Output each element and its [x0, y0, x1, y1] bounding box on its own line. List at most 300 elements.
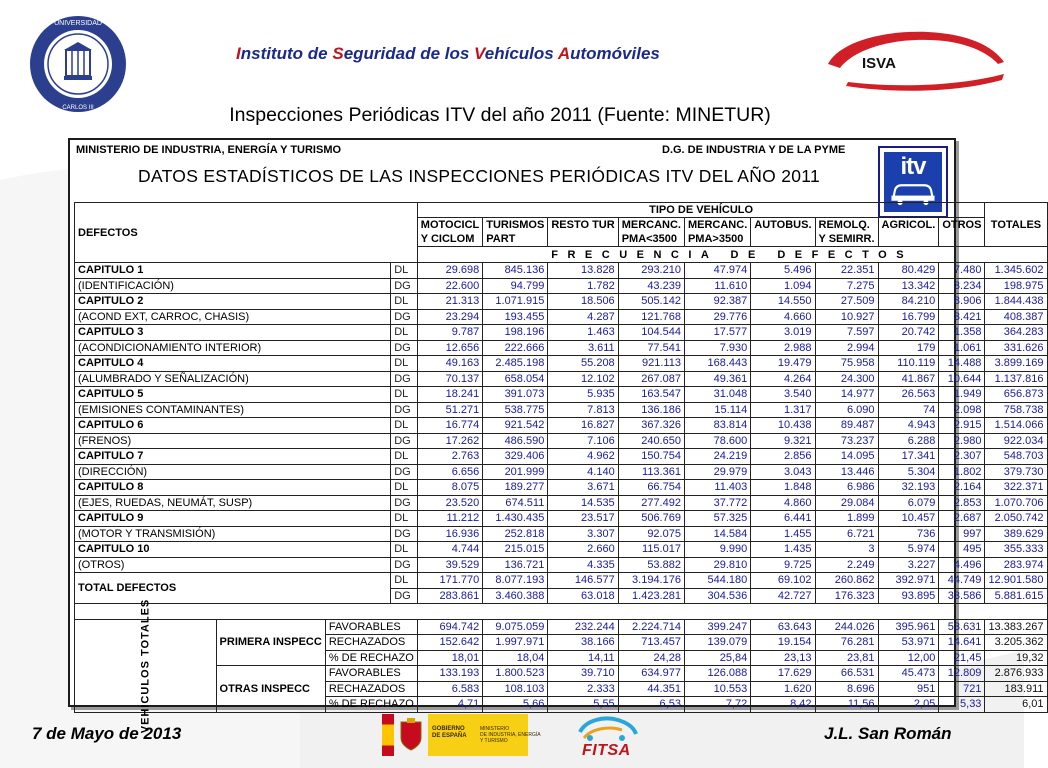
- value-cell: 506.769: [618, 511, 684, 527]
- value-cell: 277.492: [618, 495, 684, 511]
- total-value-cell: 8.077.193: [483, 573, 548, 589]
- value-cell: 1.802: [939, 464, 985, 480]
- table-row: [75, 433, 1048, 449]
- inspection-value-cell: 53.631: [939, 619, 985, 635]
- defectos-heading: DEFECTOS: [75, 203, 418, 263]
- value-cell: 31.048: [684, 387, 750, 403]
- value-cell: 379.730: [985, 464, 1047, 480]
- row-code: DL: [391, 418, 418, 434]
- value-cell: 4.140: [548, 464, 618, 480]
- inspection-row-label: % DE RECHAZO: [325, 650, 417, 666]
- value-cell: 1.061: [939, 340, 985, 356]
- row-code: DG: [391, 278, 418, 294]
- inspection-value-cell: 3.205.362: [985, 635, 1047, 651]
- chapter-title: CAPITULO 2: [75, 294, 391, 310]
- value-cell: 758.738: [985, 402, 1047, 418]
- value-cell: 322.371: [985, 480, 1047, 496]
- column-header-line1: AGRICOL.: [881, 219, 936, 231]
- inspection-value-cell: 53.971: [878, 635, 939, 651]
- value-cell: 4.744: [417, 542, 482, 558]
- value-cell: 538.775: [483, 402, 548, 418]
- value-cell: 92.075: [618, 526, 684, 542]
- inspection-value-cell: 634.977: [618, 666, 684, 682]
- value-cell: 8.075: [417, 480, 482, 496]
- value-cell: 94.799: [483, 278, 548, 294]
- value-cell: 7.597: [815, 325, 878, 341]
- inspection-value-cell: 6.583: [417, 681, 482, 697]
- value-cell: 364.283: [985, 325, 1047, 341]
- value-cell: 13.828: [548, 263, 618, 279]
- value-cell: 3.019: [751, 325, 815, 341]
- inspection-value-cell: 152.642: [417, 635, 482, 651]
- total-value-cell: 44.749: [939, 573, 985, 589]
- value-cell: 14.584: [684, 526, 750, 542]
- value-cell: 16.799: [878, 309, 939, 325]
- inspection-value-cell: 7,72: [684, 697, 750, 713]
- value-cell: 2.988: [751, 340, 815, 356]
- table-row: [75, 402, 1048, 418]
- value-cell: 73.237: [815, 433, 878, 449]
- chapter-subtitle: (DIRECCIÓN): [75, 464, 391, 480]
- value-cell: 150.754: [618, 449, 684, 465]
- value-cell: 7.275: [815, 278, 878, 294]
- value-cell: 47.974: [684, 263, 750, 279]
- inspection-value-cell: 10.553: [684, 681, 750, 697]
- value-cell: 49.163: [417, 356, 482, 372]
- chapter-title: CAPITULO 8: [75, 480, 391, 496]
- total-value-cell: 176.323: [815, 588, 878, 604]
- inspection-value-cell: 13.383.267: [985, 619, 1047, 635]
- chapter-subtitle: (FRENOS): [75, 433, 391, 449]
- inspection-value-cell: 126.088: [684, 666, 750, 682]
- value-cell: 2.050.742: [985, 511, 1047, 527]
- value-cell: 77.541: [618, 340, 684, 356]
- column-header-line1: AUTOBUS.: [754, 219, 812, 231]
- isva-logo-text: ISVA: [862, 55, 896, 72]
- column-header-line1: MOTOCICL: [420, 219, 480, 231]
- row-code: DL: [391, 263, 418, 279]
- value-cell: 11.212: [417, 511, 482, 527]
- value-cell: 7.480: [939, 263, 985, 279]
- value-cell: 1.949: [939, 387, 985, 403]
- total-value-cell: 63.018: [548, 588, 618, 604]
- value-cell: 329.406: [483, 449, 548, 465]
- value-cell: 9.787: [417, 325, 482, 341]
- value-cell: 2.307: [939, 449, 985, 465]
- inspection-value-cell: 25,84: [684, 650, 750, 666]
- value-cell: 7.930: [684, 340, 750, 356]
- inspection-value-cell: 1.800.523: [483, 666, 548, 682]
- government-logo: [382, 714, 541, 756]
- row-code: DG: [391, 402, 418, 418]
- total-defects-label: TOTAL DEFECTOS: [75, 573, 391, 604]
- value-cell: 104.544: [618, 325, 684, 341]
- column-header: [684, 218, 750, 247]
- chapter-title: CAPITULO 3: [75, 325, 391, 341]
- sheet-title: DATOS ESTADÍSTICOS DE LAS INSPECCIONES PERIÓDICAS ITV DEL AÑO 2011: [138, 166, 821, 186]
- total-value-cell: 544.180: [684, 573, 750, 589]
- value-cell: 29.698: [417, 263, 482, 279]
- total-value-cell: 171.770: [417, 573, 482, 589]
- column-header: [815, 218, 878, 247]
- value-cell: 29.084: [815, 495, 878, 511]
- column-header: [483, 218, 548, 247]
- value-cell: 83.814: [684, 418, 750, 434]
- value-cell: 4.943: [878, 418, 939, 434]
- inspection-value-cell: 2.333: [548, 681, 618, 697]
- value-cell: 136.721: [483, 557, 548, 573]
- value-cell: 49.361: [684, 371, 750, 387]
- value-cell: 22.600: [417, 278, 482, 294]
- inspection-value-cell: 232.244: [548, 619, 618, 635]
- inspection-row-label: RECHAZADOS: [325, 635, 417, 651]
- value-cell: 29.810: [684, 557, 750, 573]
- inspection-value-cell: 713.457: [618, 635, 684, 651]
- value-cell: 2.853: [939, 495, 985, 511]
- column-header-line1: OTROS: [942, 219, 982, 231]
- inspection-value-cell: 4,71: [417, 697, 482, 713]
- chapter-title: CAPITULO 10: [75, 542, 391, 558]
- chapter-title: CAPITULO 5: [75, 387, 391, 403]
- value-cell: 193.455: [483, 309, 548, 325]
- value-cell: 495: [939, 542, 985, 558]
- isva-logo: [818, 22, 1008, 92]
- inspection-value-cell: 721: [939, 681, 985, 697]
- row-code: DL: [391, 325, 418, 341]
- inspection-row-label: RECHAZADOS: [325, 681, 417, 697]
- table-row: [75, 464, 1048, 480]
- value-cell: 23.520: [417, 495, 482, 511]
- value-cell: 78.600: [684, 433, 750, 449]
- value-cell: 1.094: [751, 278, 815, 294]
- value-cell: 201.999: [483, 464, 548, 480]
- value-cell: 240.650: [618, 433, 684, 449]
- value-cell: 121.768: [618, 309, 684, 325]
- value-cell: 41.867: [878, 371, 939, 387]
- column-header-line2: Y CICLOM: [420, 233, 475, 245]
- spacer-cell: [75, 604, 1048, 620]
- value-cell: 4.264: [751, 371, 815, 387]
- value-cell: 7.813: [548, 402, 618, 418]
- value-cell: 6.656: [417, 464, 482, 480]
- value-cell: 3.540: [751, 387, 815, 403]
- frequency-heading: FRECUENCIA DE DEFECTOS: [417, 247, 1047, 263]
- otras-inspection-label: OTRAS INSPECC: [216, 666, 325, 713]
- inspection-value-cell: 8,42: [751, 697, 815, 713]
- inspection-value-cell: 5,66: [483, 697, 548, 713]
- value-cell: 24.219: [684, 449, 750, 465]
- value-cell: 548.703: [985, 449, 1047, 465]
- chapter-title: CAPITULO 9: [75, 511, 391, 527]
- inspection-value-cell: 2,05: [878, 697, 939, 713]
- value-cell: 6.090: [815, 402, 878, 418]
- chapter-subtitle: (MOTOR Y TRANSMISIÓN): [75, 526, 391, 542]
- value-cell: 89.487: [815, 418, 878, 434]
- total-value-cell: 33.586: [939, 588, 985, 604]
- value-cell: 70.137: [417, 371, 482, 387]
- table-row: [75, 371, 1048, 387]
- value-cell: 4.860: [751, 495, 815, 511]
- value-cell: 12.102: [548, 371, 618, 387]
- university-seal-logo: [28, 14, 128, 114]
- table-row: [75, 511, 1048, 527]
- inspection-value-cell: 139.079: [684, 635, 750, 651]
- value-cell: 75.958: [815, 356, 878, 372]
- value-cell: 84.210: [878, 294, 939, 310]
- value-cell: 1.317: [751, 402, 815, 418]
- total-value-cell: 304.536: [684, 588, 750, 604]
- value-cell: 389.629: [985, 526, 1047, 542]
- inspection-row-label: FAVORABLES: [325, 666, 417, 682]
- row-code: DG: [391, 309, 418, 325]
- value-cell: 5.496: [751, 263, 815, 279]
- value-cell: 3: [815, 542, 878, 558]
- total-value-cell: 392.971: [878, 573, 939, 589]
- value-cell: 57.325: [684, 511, 750, 527]
- total-value-cell: 146.577: [548, 573, 618, 589]
- gov-logo-text: GOBIERNO DE ESPAÑA: [432, 726, 467, 739]
- value-cell: 113.361: [618, 464, 684, 480]
- chapter-subtitle: (ACONDICIONAMIENTO INTERIOR): [75, 340, 391, 356]
- inspection-value-cell: 951: [878, 681, 939, 697]
- row-code: DL: [391, 480, 418, 496]
- row-code: DG: [391, 371, 418, 387]
- value-cell: 8.906: [939, 294, 985, 310]
- value-cell: 11.403: [684, 480, 750, 496]
- row-code: DG: [391, 464, 418, 480]
- row-code: DL: [391, 387, 418, 403]
- vehiculos-totales-text: VEHICULOS TOTALES: [139, 598, 152, 733]
- value-cell: 189.277: [483, 480, 548, 496]
- total-value-cell: 42.727: [751, 588, 815, 604]
- inspection-value-cell: 17.629: [751, 666, 815, 682]
- value-cell: 736: [878, 526, 939, 542]
- inspection-row-label: FAVORABLES: [325, 619, 417, 635]
- value-cell: 12.656: [417, 340, 482, 356]
- value-cell: 252.818: [483, 526, 548, 542]
- row-code: DG: [391, 495, 418, 511]
- inspection-value-cell: 45.473: [878, 666, 939, 682]
- value-cell: 331.626: [985, 340, 1047, 356]
- inspection-value-cell: 23,13: [751, 650, 815, 666]
- chapter-title: CAPITULO 7: [75, 449, 391, 465]
- value-cell: 2.098: [939, 402, 985, 418]
- column-header-line1: MERCANC.: [687, 219, 748, 231]
- value-cell: 74: [878, 402, 939, 418]
- value-cell: 2.994: [815, 340, 878, 356]
- value-cell: 18.241: [417, 387, 482, 403]
- value-cell: 11.610: [684, 278, 750, 294]
- column-header: [939, 218, 985, 247]
- total-value-cell: 1.423.281: [618, 588, 684, 604]
- column-header-line2: PMA>3500: [687, 233, 744, 245]
- inspection-value-cell: 18,01: [417, 650, 482, 666]
- value-cell: 367.326: [618, 418, 684, 434]
- inspection-value-cell: 38.166: [548, 635, 618, 651]
- inspection-value-cell: 11,56: [815, 697, 878, 713]
- inspection-value-cell: 12.809: [939, 666, 985, 682]
- value-cell: 23.517: [548, 511, 618, 527]
- value-cell: 658.054: [483, 371, 548, 387]
- chapter-subtitle: (ACOND EXT, CARROC, CHASIS): [75, 309, 391, 325]
- value-cell: 391.073: [483, 387, 548, 403]
- value-cell: 1.358: [939, 325, 985, 341]
- value-cell: 3.899.169: [985, 356, 1047, 372]
- svg-text:UNIVERSIDAD: UNIVERSIDAD: [54, 20, 102, 27]
- value-cell: 1.071.915: [483, 294, 548, 310]
- table-row: [75, 387, 1048, 403]
- fitsa-logo-text: FITSA: [582, 742, 631, 759]
- value-cell: 3.307: [548, 526, 618, 542]
- value-cell: 3.611: [548, 340, 618, 356]
- value-cell: 16.936: [417, 526, 482, 542]
- table-row: [75, 294, 1048, 310]
- value-cell: 14.550: [751, 294, 815, 310]
- inspection-value-cell: 63.643: [751, 619, 815, 635]
- column-header-line2: PMA<3500: [621, 233, 678, 245]
- value-cell: 6.721: [815, 526, 878, 542]
- row-code: DL: [391, 449, 418, 465]
- value-cell: 66.754: [618, 480, 684, 496]
- ministry-label: MINISTERIO DE INDUSTRIA, ENERGÍA Y TURISMO: [76, 144, 342, 156]
- table-row: [75, 495, 1048, 511]
- value-cell: 355.333: [985, 542, 1047, 558]
- value-cell: 19.479: [751, 356, 815, 372]
- value-cell: 24.300: [815, 371, 878, 387]
- inspection-value-cell: 108.103: [483, 681, 548, 697]
- value-cell: 6.288: [878, 433, 939, 449]
- value-cell: 6.079: [878, 495, 939, 511]
- value-cell: 37.772: [684, 495, 750, 511]
- primera-inspection-label: PRIMERA INSPECC: [216, 619, 325, 666]
- inspection-value-cell: 39.710: [548, 666, 618, 682]
- value-cell: 168.443: [684, 356, 750, 372]
- row-code: DL: [391, 511, 418, 527]
- inspection-value-cell: 399.247: [684, 619, 750, 635]
- column-header: [751, 218, 815, 247]
- inspection-value-cell: 183.911: [985, 681, 1047, 697]
- value-cell: 1.514.066: [985, 418, 1047, 434]
- inspection-value-cell: 12,00: [878, 650, 939, 666]
- inspection-value-cell: 694.742: [417, 619, 482, 635]
- value-cell: 13.446: [815, 464, 878, 480]
- value-cell: 10.644: [939, 371, 985, 387]
- value-cell: 222.666: [483, 340, 548, 356]
- value-cell: 845.136: [483, 263, 548, 279]
- value-cell: 20.742: [878, 325, 939, 341]
- value-cell: 10.438: [751, 418, 815, 434]
- value-cell: 92.387: [684, 294, 750, 310]
- value-cell: 215.015: [483, 542, 548, 558]
- value-cell: 9.725: [751, 557, 815, 573]
- value-cell: 22.351: [815, 263, 878, 279]
- value-cell: 14.977: [815, 387, 878, 403]
- table-row: [75, 325, 1048, 341]
- total-value-cell: 93.895: [878, 588, 939, 604]
- inspection-value-cell: 6,01: [985, 697, 1047, 713]
- row-code: DG: [391, 340, 418, 356]
- value-cell: 1.430.435: [483, 511, 548, 527]
- value-cell: 55.208: [548, 356, 618, 372]
- row-code: DG: [391, 557, 418, 573]
- slide-subtitle: Inspecciones Periódicas ITV del año 2011 (Fuente: MINETUR): [229, 104, 771, 126]
- total-value-cell: 3.460.388: [483, 588, 548, 604]
- value-cell: 7.106: [548, 433, 618, 449]
- value-cell: 3.227: [878, 557, 939, 573]
- value-cell: 2.485.198: [483, 356, 548, 372]
- total-value-cell: 12.901.580: [985, 573, 1047, 589]
- value-cell: 6.986: [815, 480, 878, 496]
- vehiculos-totales-label: [75, 598, 217, 733]
- value-cell: 15.114: [684, 402, 750, 418]
- chapter-subtitle: (EJES, RUEDAS, NEUMÁT, SUSP): [75, 495, 391, 511]
- value-cell: 486.590: [483, 433, 548, 449]
- inspection-value-cell: 5,33: [939, 697, 985, 713]
- inspection-value-cell: 76.281: [815, 635, 878, 651]
- value-cell: 505.142: [618, 294, 684, 310]
- value-cell: 9.321: [751, 433, 815, 449]
- chapter-title: CAPITULO 6: [75, 418, 391, 434]
- value-cell: 53.882: [618, 557, 684, 573]
- value-cell: 997: [939, 526, 985, 542]
- value-cell: 4.496: [939, 557, 985, 573]
- inspection-value-cell: 14,11: [548, 650, 618, 666]
- inspection-value-cell: 19,32: [985, 650, 1047, 666]
- value-cell: 14.095: [815, 449, 878, 465]
- value-cell: 29.979: [684, 464, 750, 480]
- inspection-value-cell: 1.620: [751, 681, 815, 697]
- table-row: [75, 526, 1048, 542]
- value-cell: 17.577: [684, 325, 750, 341]
- value-cell: 2.249: [815, 557, 878, 573]
- table-row: [75, 278, 1048, 294]
- value-cell: 43.239: [618, 278, 684, 294]
- value-cell: 17.262: [417, 433, 482, 449]
- value-cell: 179: [878, 340, 939, 356]
- value-cell: 115.017: [618, 542, 684, 558]
- value-cell: 5.974: [878, 542, 939, 558]
- inspection-value-cell: 44.351: [618, 681, 684, 697]
- value-cell: 4.660: [751, 309, 815, 325]
- column-header-line1: TURISMOS: [486, 219, 545, 231]
- value-cell: 10.457: [878, 511, 939, 527]
- row-code: DL: [391, 356, 418, 372]
- value-cell: 408.387: [985, 309, 1047, 325]
- value-cell: 1.782: [548, 278, 618, 294]
- value-cell: 922.034: [985, 433, 1047, 449]
- inspection-value-cell: 2.876.933: [985, 666, 1047, 682]
- value-cell: 1.848: [751, 480, 815, 496]
- value-cell: 4.962: [548, 449, 618, 465]
- table-row: [75, 340, 1048, 356]
- value-cell: 1.899: [815, 511, 878, 527]
- inspection-value-cell: 6,53: [618, 697, 684, 713]
- svg-text:CARLOS III: CARLOS III: [62, 105, 94, 111]
- value-cell: 2.164: [939, 480, 985, 496]
- table-row: [75, 542, 1048, 558]
- ministry-logo-text: MINISTERIO DE INDUSTRIA, ENERGÍA Y TURISMO: [480, 726, 541, 744]
- inspection-value-cell: 2.224.714: [618, 619, 684, 635]
- total-value-cell: 5.881.615: [985, 588, 1047, 604]
- vehicle-type-heading: TIPO DE VEHÍCULO: [417, 203, 985, 218]
- inspection-value-cell: 21,45: [939, 650, 985, 666]
- table-row: [75, 203, 1048, 218]
- value-cell: 2.687: [939, 511, 985, 527]
- chapter-subtitle: (EMISIONES CONTAMINANTES): [75, 402, 391, 418]
- value-cell: 51.271: [417, 402, 482, 418]
- inspection-value-cell: 8.696: [815, 681, 878, 697]
- total-value-cell: 3.194.176: [618, 573, 684, 589]
